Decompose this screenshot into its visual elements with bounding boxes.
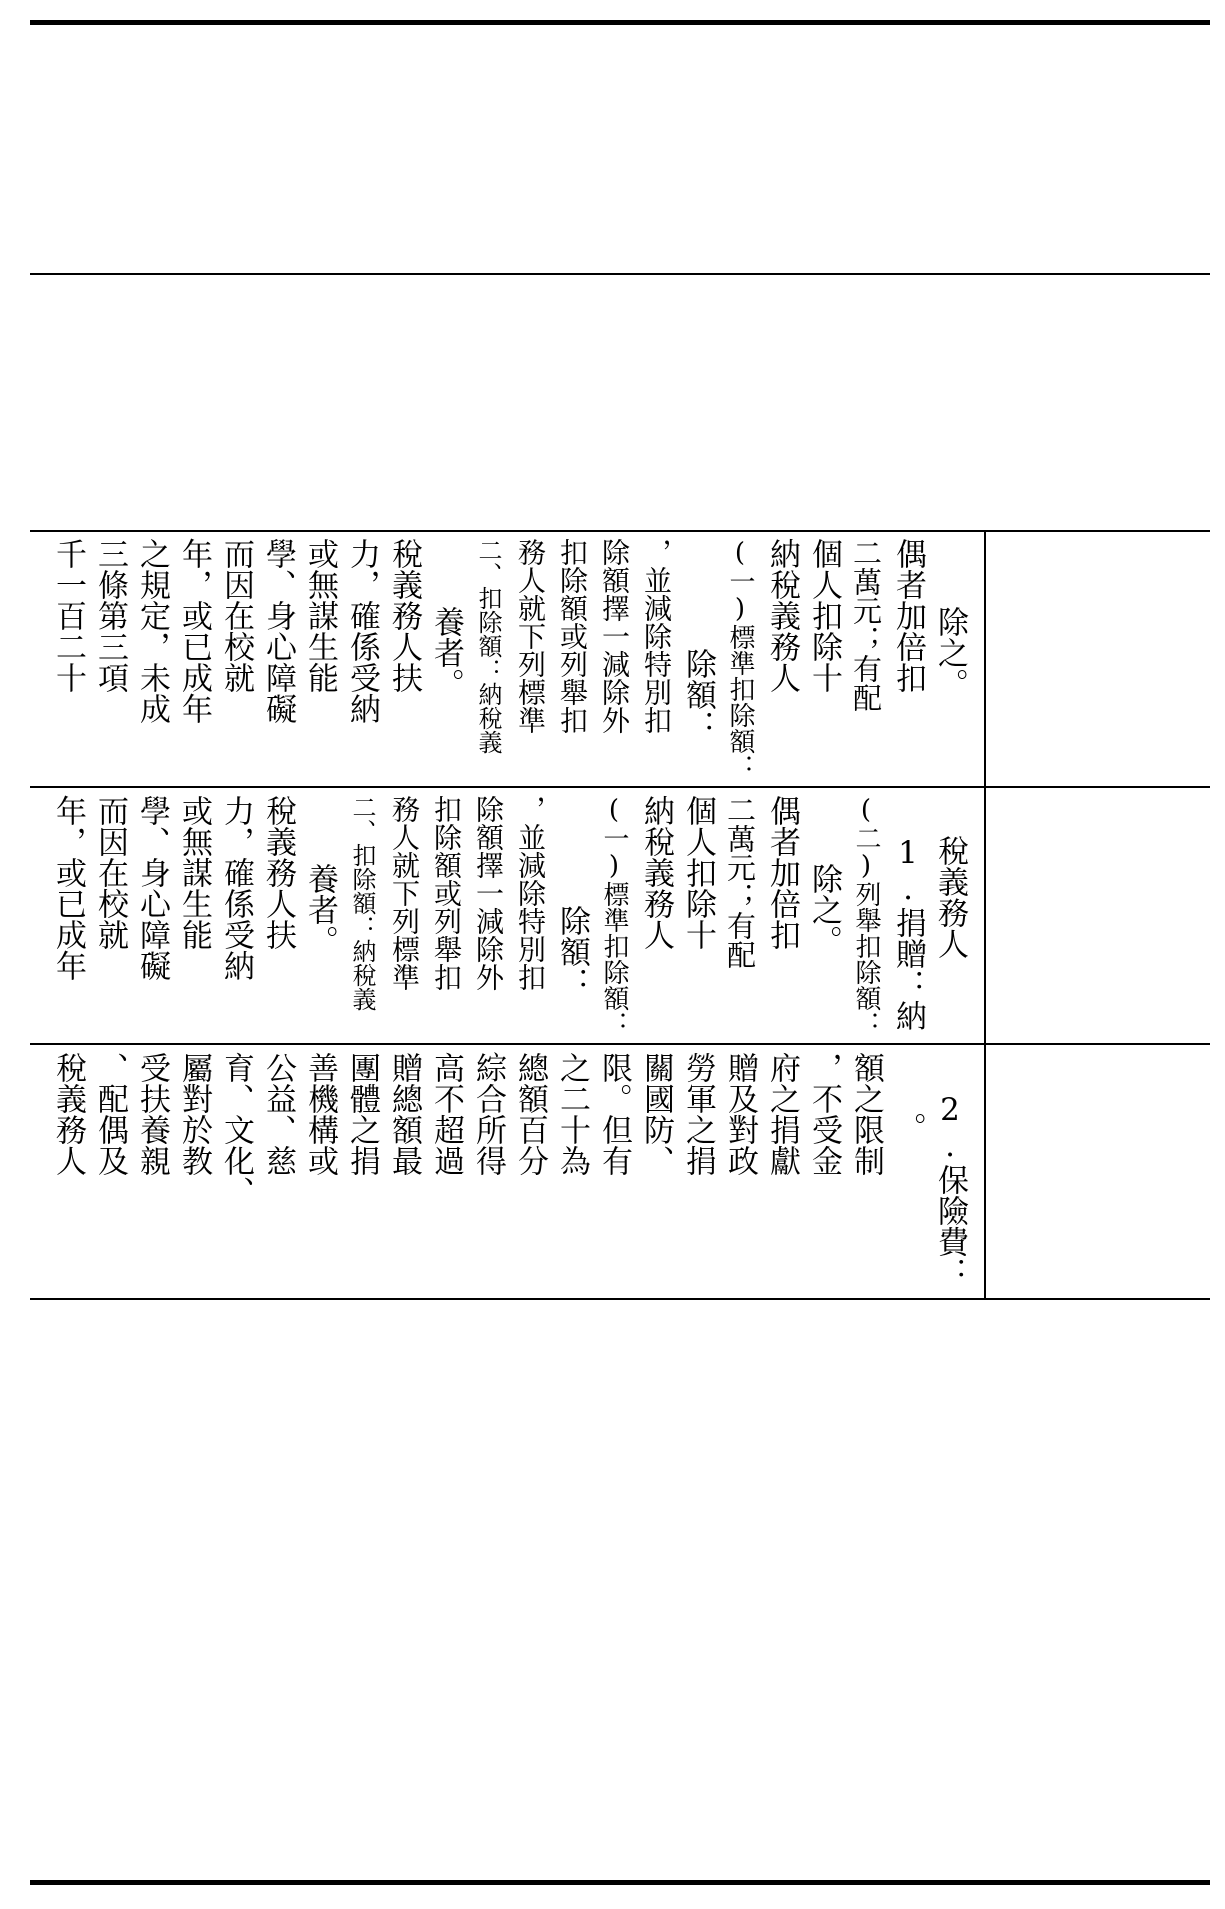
text-column: 關國防、 — [638, 1052, 674, 1176]
row3-right-rule — [984, 1043, 986, 1299]
text-column: 稅義務人扶 — [260, 795, 296, 950]
text-column: 限。但有 — [596, 1052, 632, 1176]
text-column: 除額擇一減除外 — [472, 795, 505, 991]
text-column: 除額： — [680, 648, 716, 741]
text-column: 養者。 — [302, 863, 338, 956]
text-column: 個人扣除十 — [806, 538, 842, 693]
text-column: 力，確係受納 — [218, 795, 254, 981]
text-column: 二萬元；有配 — [723, 795, 757, 969]
text-column: 而因在校就 — [92, 795, 128, 950]
text-column: 務人就下列標準 — [514, 538, 547, 734]
text-column: 除之。 — [932, 606, 968, 699]
text-column: 育、文化、 — [218, 1052, 254, 1207]
text-column: 受扶養親 — [134, 1052, 170, 1176]
text-column: 扣除額或列舉扣 — [556, 538, 589, 734]
top-rule — [30, 20, 1210, 25]
text-column: 稅義務人 — [932, 835, 968, 959]
section-rule-5 — [30, 1298, 1210, 1300]
text-column: 務人就下列標準 — [388, 795, 421, 991]
text-column: 除額擇一減除外 — [598, 538, 631, 734]
text-column: 贈及對政 — [722, 1052, 758, 1176]
text-column: 屬對於教 — [176, 1052, 212, 1176]
text-column: 總額百分 — [512, 1052, 548, 1176]
text-column: 納稅義務人 — [764, 538, 800, 693]
section-rule-3 — [30, 786, 1210, 788]
text-column: ，不受金 — [806, 1052, 842, 1176]
text-column: 額之限制 — [848, 1052, 884, 1176]
row1-right-rule — [984, 530, 986, 787]
text-column: 、配偶及 — [92, 1052, 128, 1176]
text-column: 養者。 — [428, 606, 464, 699]
text-column: 或無謀生能 — [302, 538, 338, 693]
text-column: 除額： — [554, 905, 590, 998]
text-column: 勞軍之捐 — [680, 1052, 716, 1176]
text-column: 年，或已成年 — [176, 538, 212, 724]
text-column: 力，確係受納 — [344, 538, 380, 724]
text-column: 稅義務人 — [50, 1052, 86, 1176]
section-rule-4 — [30, 1043, 1210, 1045]
text-column: (二)列舉扣除額： — [851, 795, 881, 1037]
text-column: 或無謀生能 — [176, 795, 212, 950]
text-column: 千一百二十 — [50, 538, 86, 693]
text-column: 善機構或 — [302, 1052, 338, 1176]
text-column: 納稅義務人 — [638, 795, 674, 950]
text-column: 年，或已成年 — [50, 795, 86, 981]
text-column: 。 — [890, 1112, 926, 1143]
text-column: 之二十為 — [554, 1052, 590, 1176]
section-rule-2 — [30, 530, 1210, 532]
row2-right-rule — [984, 786, 986, 1044]
text-column: 除之。 — [806, 863, 842, 956]
text-column: 學、身心障礙 — [134, 795, 170, 981]
text-column: 個人扣除十 — [680, 795, 716, 950]
text-column: 偶者加倍扣 — [890, 538, 926, 693]
text-column: ，並減除特別扣 — [514, 795, 547, 991]
text-column: 三條第三項 — [92, 538, 128, 693]
text-column: 2.保險費： — [932, 1092, 968, 1288]
text-column: 二、扣除額：納稅義 — [348, 795, 376, 1011]
text-column: 綜合所得 — [470, 1052, 506, 1176]
section-rule-1 — [30, 273, 1210, 275]
text-column: 之規定，未成 — [134, 538, 170, 724]
table-row-1-cell — [30, 538, 980, 783]
text-column: 偶者加倍扣 — [764, 795, 800, 950]
table-row-2-cell — [30, 795, 980, 1040]
text-column: 贈總額最 — [386, 1052, 422, 1176]
text-column: 高不超過 — [428, 1052, 464, 1176]
text-column: 團體之捐 — [344, 1052, 380, 1176]
text-column: (一)標準扣除額： — [599, 795, 629, 1037]
text-column: 學、身心障礙 — [260, 538, 296, 724]
text-column: 二萬元；有配 — [849, 538, 883, 712]
text-column: 稅義務人扶 — [386, 538, 422, 693]
text-column: 公益、慈 — [260, 1052, 296, 1176]
text-column: (一)標準扣除額： — [725, 538, 755, 780]
text-column: 1.捐贈：納 — [890, 835, 926, 1031]
text-column: 二、扣除額：納稅義 — [474, 538, 502, 754]
text-column: 而因在校就 — [218, 538, 254, 693]
text-column: ，並減除特別扣 — [640, 538, 673, 734]
text-column: 扣除額或列舉扣 — [430, 795, 463, 991]
table-row-3-cell — [30, 1052, 980, 1297]
bottom-rule — [30, 1880, 1210, 1885]
text-column: 府之捐獻 — [764, 1052, 800, 1176]
